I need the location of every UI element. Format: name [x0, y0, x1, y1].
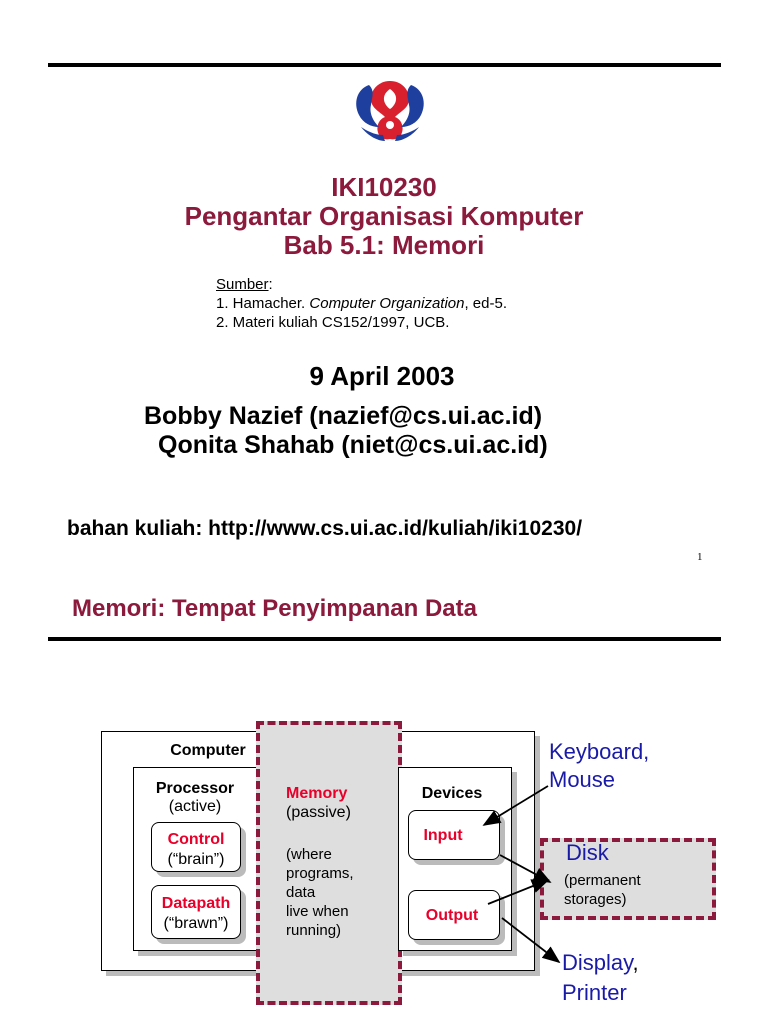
processor-label: Processor	[155, 780, 235, 797]
datapath-label: Datapath	[161, 895, 231, 912]
memory-label: Memory	[286, 785, 348, 802]
chapter-title: Bab 5.1: Memori	[283, 230, 485, 260]
course-name: Pengantar Organisasi Komputer	[184, 201, 584, 231]
author-2: Qonita Shahab (niet@cs.ui.ac.id)	[158, 431, 548, 459]
course-code: IKI10230	[331, 172, 437, 202]
disk-label: Disk	[566, 840, 609, 865]
memory-desc-line: (where	[286, 846, 332, 863]
memory-desc-line: programs,	[286, 865, 354, 882]
sources-colon: :	[268, 276, 273, 293]
slide-2-title: Memori: Tempat Penyimpanan Data	[72, 595, 477, 622]
display-comma: ,	[632, 950, 639, 975]
source-2: 2. Materi kuliah CS152/1997, UCB.	[216, 314, 450, 331]
page-number: 1	[697, 551, 703, 563]
control-label: Control	[167, 831, 225, 848]
course-materials-link[interactable]: bahan kuliah: http://www.cs.ui.ac.id/kuliah/iki10230/	[67, 517, 583, 540]
arrow-keyboard-to-input	[484, 786, 548, 825]
control-sub: (“brain”)	[167, 851, 225, 868]
printer-label: Printer	[562, 980, 627, 1005]
sources-label: Sumber	[216, 276, 269, 293]
source-1-title: Computer Organization	[309, 295, 465, 312]
keyboard-label: Keyboard,	[549, 739, 650, 764]
memory-desc-line: data	[286, 884, 316, 901]
output-label: Output	[425, 907, 479, 924]
arrow-output-to-display	[502, 918, 559, 962]
mouse-label: Mouse	[549, 767, 616, 792]
display-text: Display	[562, 950, 633, 975]
source-1-prefix: 1. Hamacher.	[216, 295, 310, 312]
computer-label: Computer	[170, 742, 246, 759]
arrow-output-to-disk	[488, 880, 548, 904]
date: 9 April 2003	[309, 361, 455, 391]
disk-desc-line: storages)	[564, 891, 627, 908]
devices-label: Devices	[421, 785, 483, 802]
datapath-sub: (“brawn”)	[163, 915, 229, 932]
author-1: Bobby Nazief (nazief@cs.ui.ac.id)	[144, 402, 543, 430]
arrow-input-to-disk	[500, 855, 550, 882]
source-1-suffix: , ed-5.	[464, 295, 507, 312]
memory-sub: (passive)	[286, 804, 351, 821]
disk-desc-line: (permanent	[564, 872, 641, 889]
memory-desc-line: running)	[286, 922, 342, 939]
input-label: Input	[423, 827, 463, 844]
processor-sub: (active)	[168, 798, 222, 815]
memory-desc-line: live when	[286, 903, 349, 920]
